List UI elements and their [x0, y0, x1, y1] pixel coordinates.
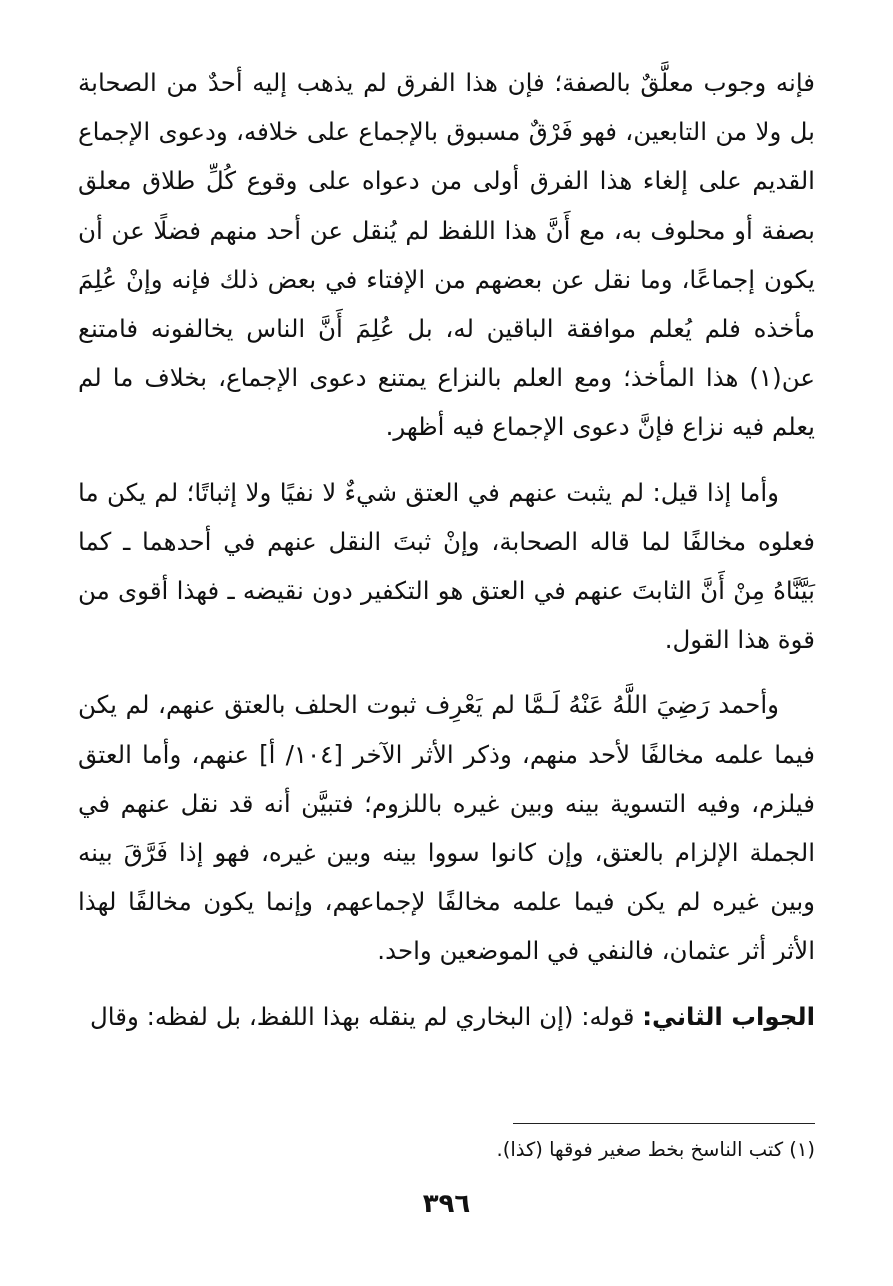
paragraph-2: وأما إذا قيل: لم يثبت عنهم في العتق شيءٌ لا نفيًا ولا إثباتًا؛ لم يكن ما فعلوه مخالفًا لما قاله الصحابة، وإنْ ثبتَ النقل عنهم في أحدهما ـ كما بَيَّنَّاهُ مِنْ أَنَّ الثابتَ عنهم في العتق هو التكفير دون نقيضه ـ فهذا أقوى من قوة هذا القول.: [78, 477, 815, 655]
main-text: [78, 58, 815, 1041]
paragraph-1: فإنه وجوب معلَّقٌ بالصفة؛ فإن هذا الفرق لم يذهب إليه أحدٌ من الصحابة بل ولا من التابعين، فهو فَرْقٌ مسبوق بالإجماع على خلافه، ودعوى الإجماع القديم على إلغاء هذا الفرق أولى من دعواه على وقوع كُلِّ طلاق معلق بصفة أو محلوف به، مع أَنَّ هذا اللفظ لم يُنقل عن أحد منهم فضلًا عن أن يكون إجماعًا، وما نقل عن بعضهم من الإفتاء في بعض ذلك فإنه وإنْ عُلِمَ مأخذه فلم يُعلم موافقة الباقين له، بل عُلِمَ أَنَّ الناس يخالفونه فامتنع عن(١) هذا المأخذ؛ ومع العلم بالنزاع يمتنع دعوى الإجماع، بخلاف ما لم يعلم فيه نزاع فإنَّ دعوى الإجماع فيه أظهر.: [78, 68, 815, 442]
page-number: ٣٩٦: [422, 1189, 471, 1219]
footnote: (١) كتب الناسخ بخط صغير فوقها (كذا).: [496, 1138, 815, 1161]
answer-text: قوله: (إن البخاري لم ينقله بهذا اللفظ، بل لفظه: وقال: [89, 1001, 643, 1031]
footnote-separator: [513, 1123, 815, 1124]
paragraph-4: [78, 992, 815, 1041]
paragraph-3: وأحمد رَضِيَ اللَّهُ عَنْهُ لَـمَّا لم يَعْرِف ثبوت الحلف بالعتق عنهم، لم يكن فيما علمه مخالفًا لأحد منهم، وذكر الأثر الآخر [١٠٤/ أ] عنهم، وأما العتق فيلزم، وفيه التسوية بينه وبين غيره باللزوم؛ فتبيَّن أنه قد نقل عنهم في الجملة الإلزام بالعتق، وإن كانوا سووا بينه وبين غيره، فهو إذا فَرَّقَ بينه وبين غيره لم يكن فيما علمه مخالفًا لإجماعهم، وإنما يكون مخالفًا لهذا الأثر أثر عثمان، فالنفي في الموضعين واحد.: [78, 690, 815, 966]
answer-heading: الجواب الثاني:: [642, 1001, 815, 1031]
